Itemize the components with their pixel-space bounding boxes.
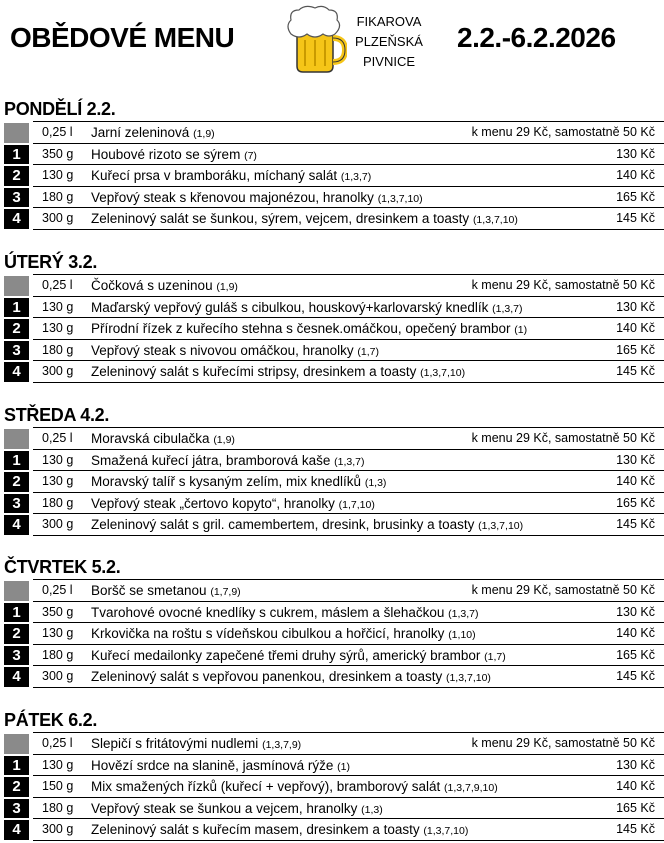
soup-marker: [4, 429, 29, 449]
meal-number: 4: [4, 515, 29, 535]
meal-name: [91, 602, 479, 625]
meal-name: [91, 493, 375, 516]
meal-price: 145 Kč: [616, 211, 655, 225]
allergens: (1,7): [357, 345, 379, 358]
meal-price: 165 Kč: [616, 189, 655, 204]
soup-name: [91, 122, 215, 145]
meal-price: 165 Kč: [616, 647, 655, 662]
meal-name-text: Zeleninový salát s kuřecími stripsy, dresinkem a toasty: [91, 364, 417, 379]
meal-row: [12, 187, 664, 209]
allergens: (1): [514, 324, 528, 336]
soup-price: k menu 29 Kč, samostatně 50 Kč: [471, 583, 655, 597]
day-heading: PÁTEK 6.2.: [4, 710, 98, 730]
meal-name: [91, 776, 498, 799]
allergens: (1,9): [213, 434, 235, 446]
meal-row: [12, 318, 664, 340]
meal-name: [91, 623, 476, 646]
soup-price: k menu 29 Kč, samostatně 50 Kč: [471, 125, 655, 139]
meal-number: 3: [4, 646, 29, 666]
meal-name: [91, 208, 518, 231]
meal-name: [91, 514, 523, 537]
meal-row: [12, 471, 664, 493]
allergens: (1,3,7,10): [445, 672, 491, 684]
meal-row: [12, 208, 664, 230]
allergens: (1,7): [484, 650, 506, 663]
allergens: (1,7,9): [210, 586, 241, 598]
meal-name-text: Moravský talíř s kysaným zelím, mix knedlíků: [91, 474, 362, 489]
meal-name: [91, 187, 423, 210]
meal-weight: 130 g: [42, 757, 74, 772]
meal-name-text: Kuřecí prsa v bramboráku, míchaný salát: [91, 168, 338, 183]
meal-name-text: Vepřový steak „čertovo kopyto“, hranolky: [91, 495, 335, 511]
day-heading: PONDĚLÍ 2.2.: [4, 99, 116, 119]
meal-name: [91, 144, 257, 167]
allergens: (1,3): [364, 477, 387, 489]
soup-row: [33, 428, 664, 450]
meal-row: [12, 798, 664, 820]
beer-mug-icon: [283, 4, 347, 76]
allergens: (1,10): [448, 629, 476, 641]
meal-number: 4: [4, 667, 29, 687]
allergens: (1,3,7): [448, 607, 479, 620]
meal-name-text: Zeleninový salát se šunkou, sýrem, vejcem, dresinkem a toasty: [91, 211, 470, 226]
meal-weight: 180 g: [42, 647, 74, 662]
meal-price: 140 Kč: [616, 321, 655, 335]
allergens: (1,3,7): [492, 302, 523, 315]
soup-name: [91, 733, 301, 756]
meal-weight: 180 g: [42, 189, 74, 204]
meal-name: [91, 819, 468, 842]
meal-name-text: Mix smažených řízků (kuřecí + vepřový), bramborový salát: [91, 779, 441, 794]
soup-row: [33, 122, 664, 144]
soup-marker: [4, 123, 29, 143]
meal-number: 4: [4, 362, 29, 382]
soup-name-text: Moravská cibulačka: [91, 431, 210, 446]
soup-price: k menu 29 Kč, samostatně 50 Kč: [471, 736, 655, 750]
meal-row: [12, 450, 664, 472]
soup-name: [91, 275, 238, 298]
allergens: (1): [337, 760, 350, 773]
meal-weight: 180 g: [42, 800, 74, 815]
meal-row: [12, 340, 664, 362]
meal-row: [12, 623, 664, 645]
meal-weight: 150 g: [42, 779, 74, 793]
meal-number: 2: [4, 166, 29, 186]
meal-weight: 350 g: [42, 146, 74, 161]
meal-number: 4: [4, 820, 29, 840]
meal-weight: 130 g: [42, 299, 74, 314]
allergens: (1,3,7,9,10): [444, 782, 498, 794]
meal-name-text: Vepřový steak s křenovou majonézou, hranolky: [91, 189, 374, 205]
meal-weight: 130 g: [42, 168, 74, 182]
meal-price: 145 Kč: [616, 364, 655, 378]
meal-price: 140 Kč: [616, 626, 655, 640]
meal-price: 140 Kč: [616, 474, 655, 488]
meal-name-text: Maďarský vepřový guláš s cibulkou, houskový+karlovarský knedlík: [91, 299, 489, 315]
soup-amount: 0,25 l: [42, 736, 73, 750]
allergens: (1,3,7,9): [262, 739, 302, 751]
meal-price: 130 Kč: [616, 757, 655, 772]
meal-price: 145 Kč: [616, 669, 655, 683]
meal-weight: 180 g: [42, 495, 74, 510]
soup-amount: 0,25 l: [42, 125, 73, 139]
soup-marker: [4, 581, 29, 601]
meal-number: 1: [4, 145, 29, 165]
meal-number: 3: [4, 341, 29, 361]
meal-number: 2: [4, 624, 29, 644]
meal-weight: 300 g: [42, 822, 74, 836]
meal-name-text: Vepřový steak s nivovou omáčkou, hranolky: [91, 342, 354, 358]
meal-row: [12, 144, 664, 166]
soup-name-text: Slepičí s fritátovými nudlemi: [91, 736, 259, 751]
soup-name-text: Boršč se smetanou: [91, 583, 207, 598]
menu-title: OBĚDOVÉ MENU: [10, 22, 235, 53]
meal-row: [12, 755, 664, 777]
soup-row: [33, 580, 664, 602]
allergens: (1,9): [193, 128, 215, 140]
meal-name-text: Přírodní řízek z kuřecího stehna s česnek.omáčkou, opečený brambor: [91, 321, 511, 336]
meal-weight: 130 g: [42, 626, 74, 640]
meal-row: [12, 361, 664, 383]
soup-amount: 0,25 l: [42, 583, 73, 597]
meal-number: 3: [4, 799, 29, 819]
meal-number: 1: [4, 298, 29, 318]
meal-row: [12, 493, 664, 515]
meal-number: 3: [4, 494, 29, 514]
allergens: (1,3,7,10): [472, 214, 518, 226]
soup-marker: [4, 734, 29, 754]
day-heading: STŘEDA 4.2.: [4, 405, 110, 425]
soup-name: [91, 428, 235, 451]
meal-weight: 350 g: [42, 604, 74, 619]
meal-price: 165 Kč: [616, 800, 655, 815]
meal-weight: 130 g: [42, 321, 74, 335]
meal-name: [91, 471, 386, 494]
menu-table: [0, 274, 664, 383]
meal-weight: 300 g: [42, 669, 74, 683]
meal-name: [91, 450, 365, 473]
allergens: (1,3,7,10): [420, 367, 466, 379]
meal-name: [91, 755, 350, 778]
meal-weight: 180 g: [42, 342, 74, 357]
meal-price: 130 Kč: [616, 299, 655, 314]
pub-name-line: PLZEŇSKÁ: [355, 34, 423, 49]
menu-table: [0, 427, 664, 536]
meal-name-text: Kuřecí medailonky zapečené třemi druhy sýrů, americký brambor: [91, 647, 481, 663]
meal-row: [12, 165, 664, 187]
meal-price: 145 Kč: [616, 517, 655, 531]
menu-table: [0, 121, 664, 230]
meal-name: [91, 361, 465, 384]
meal-number: 2: [4, 319, 29, 339]
meal-name: [91, 165, 371, 188]
pub-name-line: FIKAROVA: [356, 14, 422, 29]
allergens: (1,3,7,10): [478, 520, 524, 532]
meal-name-text: Vepřový steak se šunkou a vejcem, hranolky: [91, 800, 358, 816]
meal-price: 130 Kč: [616, 146, 655, 161]
allergens: (1,3,7,10): [377, 192, 423, 205]
meal-name-text: Hovězí srdce na slanině, jasmínová rýže: [91, 757, 334, 773]
meal-price: 165 Kč: [616, 342, 655, 357]
day-heading: ČTVRTEK 5.2.: [4, 557, 121, 577]
meal-row: [12, 819, 664, 841]
soup-name-text: Jarní zeleninová: [91, 125, 190, 140]
menu-table: [0, 579, 664, 688]
soup-amount: 0,25 l: [42, 278, 73, 292]
meal-row: [12, 666, 664, 688]
meal-price: 165 Kč: [616, 495, 655, 510]
meal-row: [12, 297, 664, 319]
meal-weight: 300 g: [42, 364, 74, 378]
soup-price: k menu 29 Kč, samostatně 50 Kč: [471, 278, 655, 292]
allergens: (7): [244, 149, 257, 162]
meal-number: 2: [4, 472, 29, 492]
day-heading: ÚTERÝ 3.2.: [4, 252, 98, 272]
menu-table: [0, 732, 664, 841]
allergens: (1,3,7,10): [423, 825, 469, 837]
meal-number: 1: [4, 756, 29, 776]
allergens: (1,7,10): [338, 498, 375, 511]
meal-name: [91, 666, 491, 689]
meal-price: 130 Kč: [616, 452, 655, 467]
meal-number: 3: [4, 188, 29, 208]
pub-name: [350, 12, 428, 72]
meal-name-text: Tvarohové ovocné knedlíky s cukrem, máslem a šlehačkou: [91, 604, 445, 620]
meal-name-text: Zeleninový salát s gril. camembertem, dresink, brusinky a toasty: [91, 517, 475, 532]
allergens: (1,9): [216, 281, 238, 293]
meal-row: [12, 645, 664, 667]
meal-price: 140 Kč: [616, 168, 655, 182]
meal-row: [12, 514, 664, 536]
soup-row: [33, 733, 664, 755]
allergens: (1,3): [361, 803, 383, 816]
soup-row: [33, 275, 664, 297]
meal-number: 1: [4, 451, 29, 471]
meal-price: 145 Kč: [616, 822, 655, 836]
meal-name: [91, 645, 506, 668]
allergens: (1,3,7): [334, 455, 365, 468]
meal-weight: 130 g: [42, 452, 74, 467]
meal-weight: 300 g: [42, 211, 74, 225]
soup-name-text: Čočková s uzeninou: [91, 278, 213, 293]
meal-number: 4: [4, 209, 29, 229]
meal-row: [12, 602, 664, 624]
meal-weight: 300 g: [42, 517, 74, 531]
meal-row: [12, 776, 664, 798]
meal-name: [91, 340, 379, 363]
meal-name-text: Smažená kuřecí játra, bramborová kaše: [91, 452, 331, 468]
meal-number: 1: [4, 603, 29, 623]
meal-price: 140 Kč: [616, 779, 655, 793]
pub-name-line: PIVNICE: [362, 54, 415, 69]
allergens: (1,3,7): [340, 171, 372, 183]
soup-name: [91, 580, 241, 603]
meal-name: [91, 297, 522, 320]
date-range: 2.2.-6.2.2026: [457, 22, 616, 53]
meal-name: [91, 798, 383, 821]
meal-name-text: Houbové rizoto se sýrem: [91, 146, 241, 162]
meal-number: 2: [4, 777, 29, 797]
meal-name: [91, 318, 527, 341]
meal-price: 130 Kč: [616, 604, 655, 619]
soup-price: k menu 29 Kč, samostatně 50 Kč: [471, 431, 655, 445]
soup-amount: 0,25 l: [42, 431, 73, 445]
meal-name-text: Zeleninový salát s vepřovou panenkou, dresinkem a toasty: [91, 669, 443, 684]
meal-name-text: Zeleninový salát s kuřecím masem, dresinkem a toasty: [91, 822, 420, 837]
meal-weight: 130 g: [42, 474, 74, 488]
soup-marker: [4, 276, 29, 296]
meal-name-text: Krkovička na roštu s vídeňskou cibulkou a hořčicí, hranolky: [91, 626, 445, 641]
